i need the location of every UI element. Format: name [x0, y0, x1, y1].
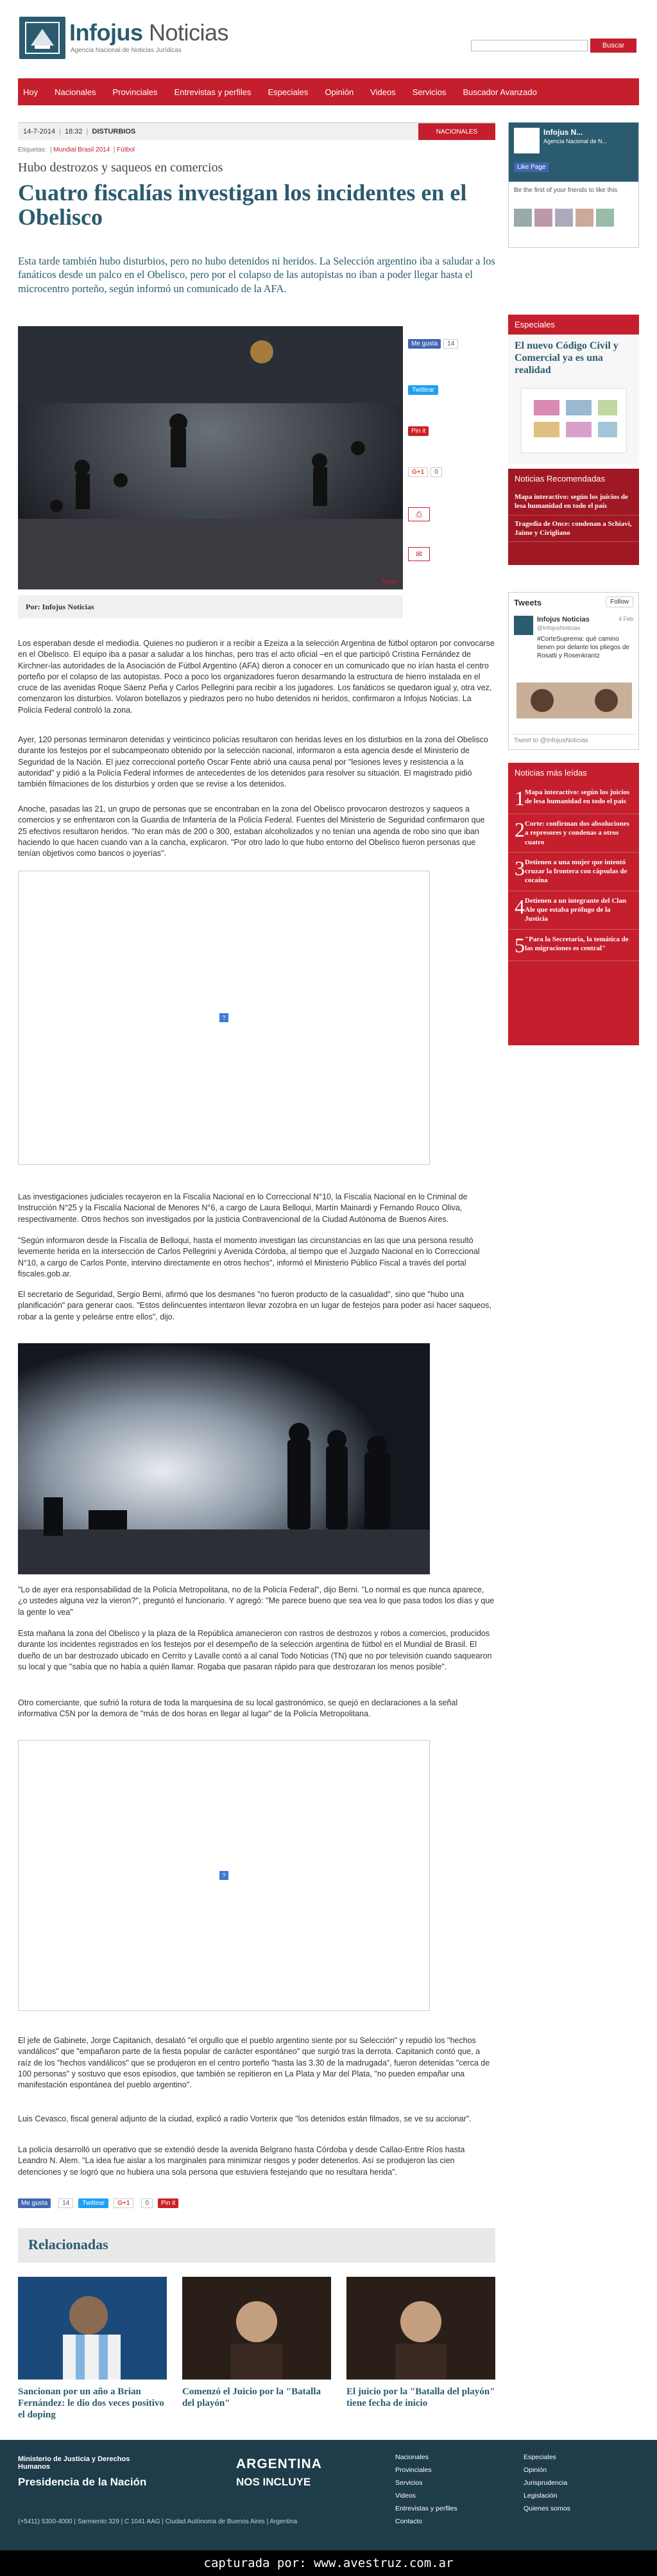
tweets-heading: Tweets [514, 598, 542, 607]
article-time: 18:32 [65, 128, 83, 135]
most-read-item[interactable]: 2 Corte: confirman dos absoluciones a represores y condenas a otros cuatro [508, 814, 639, 853]
share-bar-bottom [18, 2198, 178, 2208]
nav-item-opinion[interactable]: Opinión [325, 87, 354, 97]
most-read-box [508, 763, 639, 1045]
paragraph-5: "Según informaron desde la Fiscalía de Belloqui, hasta el momento investigan las circunstancias en las que una persona resultó levemente herida en la intersección de Carlos Pellegrini y Avenida Córdoba, al tiempo que el Juzgado Nacional en lo Correccional N°10, a cargo de Carlos Ponte, intervino directamente en otros hechos", informó el Ministerio Público Fiscal a través del portal fiscales.gob.ar. [18, 1236, 480, 1278]
tweet-user[interactable]: Infojus Noticias [537, 616, 590, 623]
related-title[interactable]: Comenzó el Juicio por la "Batalla del playón" [182, 2387, 321, 2408]
paragraph-4: Las investigaciones judiciales recayeron en la Fiscalía Nacional en lo Correccional N°10, la Fiscalía Nacional en lo Criminal de Instrucción N°25 y la Fiscalía Nacional de Menores N°6, a cargo de Laura Belloqui, Martín Mainardi y Fernando Rouco Oliva, respectivamente. Otros hechos son investigados por la justicia Contravencional de la Ciudad Autónoma de Buenos Aires. [18, 1192, 468, 1224]
nav-item-buscador[interactable]: Buscador Avanzado [463, 87, 537, 97]
recomendadas-heading: Noticias Recomendadas [508, 469, 639, 489]
google-plus-button[interactable]: G+1 [114, 2198, 133, 2208]
related-image[interactable] [182, 2277, 331, 2380]
search-input[interactable] [471, 40, 588, 51]
video-embed[interactable] [18, 871, 430, 1165]
facebook-like-button[interactable]: Me gusta [408, 339, 441, 349]
email-icon[interactable]: ✉ [408, 547, 430, 561]
nav-item-nacionales[interactable]: Nacionales [55, 87, 96, 97]
recomendada-item[interactable]: Tragedia de Once: condenan a Schiavi, Jaime y Cirigliano [508, 516, 639, 543]
paragraph-3: Anoche, pasadas las 21, un grupo de personas que se encontraban en la zona del Obelisco provocaron destrozos y saqueos a comercios y se enfrentaron con la Guardia de Infantería de la Policía Federal. Fuentes del Ministerio de Seguridad confirmaron que 25 efectivos resultaron heridos. "No eran más de 200 o 300, estaban alcoholizados y no tenían una agenda de robo sino que iban haciendo lo que hacen cuando van a la cancha, explicaron. "Por otro lado lo que hubo entorno del Obelisco fueron personas que tenían objetivos como bancos o joyerías". [18, 805, 485, 858]
paragraph-9: Otro comerciante, que sufrió la rotura de toda la marquesina de su local gastronómico, se quejó en declaraciones a la señal informativa C5N por la demora de "más de dos horas en llegar al lugar" de la Policía Metropolitana. [18, 1698, 458, 1719]
footer-link[interactable]: Contacto [395, 2517, 423, 2525]
paragraph-2: Ayer, 120 personas terminaron detenidas y veinticinco policías resultaron con heridas leves en los disturbios en la zona del Obelisco durante los festejos por el subcampeonato obtenido por la selección nacional, informaron a esta agencia desde el Ministerio de Seguridad de la Nación. El juez correccional porteño Oscar Fente abrió una causa penal por "lesiones leves y resistencia a la autoridad" y pidió a la Policía Federal informes de antecedentes de los detenidos para resolver su situación. El magistrado pidió también filmaciones de los disturbios y orden que se revise a los detenidos. [18, 735, 488, 788]
tags-label: Etiquetas: [18, 146, 47, 153]
facebook-like-count: 14 [443, 339, 458, 349]
related-title[interactable]: El juicio por la "Batalla del playón" tiene fecha de inicio [346, 2387, 495, 2408]
capture-credit: capturada por: www.avestruz.com.ar [0, 2550, 657, 2576]
related-heading: Relacionadas [18, 2228, 495, 2263]
tweet-text: #CorteSuprema: qué camino tienen por delante los pliegos de Rosatti y Rosenkrantz [537, 636, 629, 659]
especiales-heading: Especiales [508, 315, 639, 335]
most-read-item[interactable]: 1 Mapa interactivo: según los juicios de lesa humanidad en todo el país [508, 783, 639, 814]
article-photo-2 [18, 1343, 430, 1574]
paragraph-8: Esta mañana la zona del Obelisco y la plaza de la República amanecieron con rastros de destrozos y robos a comercios, producidos durante los incidentes registrados en los festejos por el desempeño de la selección argentina de fútbol en el Mundial de Brasil. El dueño de un bar destrozado ubicado en Cerrito y Lavalle contó a al canal Todo Noticias (TN) que no por televisión cuando saquearon su local y que "sabía que no había a quién llamar. Rogaba que pasaran rápido para que destrozaran los menos posible". [18, 1629, 492, 1671]
article-date: 14-7-2014 [23, 128, 56, 135]
article-category[interactable]: DISTURBIOS [92, 128, 136, 135]
footer-link[interactable]: Opinión [524, 2466, 547, 2474]
article-kicker: Hubo destrozos y saqueos en comercios [18, 161, 223, 175]
pinterest-button[interactable]: Pin it [158, 2198, 178, 2208]
footer-presidency[interactable]: Presidencia de la Nación [18, 2476, 147, 2488]
site-subtitle: Agencia Nacional de Noticias Jurídicas [71, 47, 182, 54]
twitter-share-button[interactable]: Twittear [78, 2198, 108, 2208]
photo-credit: Telam [380, 579, 398, 586]
footer-link[interactable]: Videos [395, 2491, 416, 2500]
main-nav [18, 78, 639, 105]
related-image[interactable] [346, 2277, 495, 2380]
article-meta: 14-7-2014 | 18:32 | DISTURBIOS [18, 122, 495, 140]
article-lead: Esta tarde también hubo disturbios, pero no hubo detenidos ni heridos. La Selección argentino iba a saludar a los fanáticos desde un palco en el Obelisco, pero por el colapso de las autopistas no iban a poder llegar hasta el microcentro porteño, según informó un comunicado de la AFA. [18, 255, 495, 295]
google-plus-count: 0 [141, 2198, 153, 2208]
related-card[interactable] [18, 2277, 167, 2421]
article-headline: Cuatro fiscalías investigan los incidentes en el Obelisco [18, 180, 467, 230]
tag-link[interactable]: Fútbol [117, 146, 135, 153]
nav-item-provinciales[interactable]: Provinciales [112, 87, 158, 97]
nav-item-entrevistas[interactable]: Entrevistas y perfiles [174, 87, 252, 97]
plugin-placeholder-icon: ? [219, 1013, 228, 1022]
recomendada-item[interactable]: Mapa interactivo: según los juicios de lesa humanidad en todo el país [508, 489, 639, 516]
google-plus-count: 0 [431, 467, 442, 477]
footer-link[interactable]: Nacionales [395, 2453, 429, 2461]
footer-ministry[interactable]: Ministerio de Justicia y Derechos Humanos [18, 2455, 130, 2471]
facebook-page-widget[interactable] [508, 122, 639, 248]
pinterest-button[interactable]: Pin it [408, 426, 429, 436]
footer-links-a [395, 2451, 457, 2528]
nav-item-servicios[interactable]: Servicios [412, 87, 447, 97]
footer-link[interactable]: Servicios [395, 2478, 423, 2487]
tag-link[interactable]: Mundial Brasil 2014 [53, 146, 110, 153]
byline: Por: Infojus Noticias [18, 595, 403, 618]
twitter-share-button[interactable]: Twittear [408, 385, 438, 395]
footer-link[interactable]: Provinciales [395, 2466, 432, 2474]
footer-link[interactable]: Legislación [524, 2491, 558, 2500]
search-button[interactable]: Buscar [590, 39, 636, 53]
footer-slogan: NOS INCLUYE [236, 2476, 311, 2488]
footer-address: (+5411) 5300-4000 | Sarmiento 329 | C 1041 AAG | Ciudad Autónoma de Buenos Aires | Argentina [18, 2518, 298, 2525]
footer [0, 2440, 657, 2550]
especiales-box[interactable] [508, 315, 639, 464]
most-read-item[interactable]: 3 Detienen a una mujer que intentó cruzar la frontera con cápsulas de cocaína [508, 853, 639, 891]
footer-links-b [524, 2451, 570, 2516]
related-card[interactable] [346, 2277, 495, 2409]
nav-item-especiales[interactable]: Especiales [268, 87, 309, 97]
footer-link[interactable]: Entrevistas y perfiles [395, 2504, 457, 2512]
site-title[interactable]: Infojus Noticias [69, 19, 229, 46]
fb-like-page-button[interactable]: Like Page [514, 162, 549, 172]
fb-friends-text: Be the first of your friends to like this [514, 187, 618, 194]
article-photo [18, 326, 403, 589]
footer-country: ARGENTINA [236, 2457, 322, 2471]
print-icon[interactable]: ⎙ [408, 507, 430, 521]
plugin-placeholder-icon: ? [219, 1871, 228, 1880]
footer-link[interactable]: Quienes somos [524, 2504, 570, 2512]
tweet-handle[interactable]: @InfojusNoticias [537, 625, 581, 631]
paragraph-10: El jefe de Gabinete, Jorge Capitanich, desalató "el orgullo que el pueblo argentino siente por su Selección" y repudió los "hechos vandálicos" que "empañaron parte de la fiesta popular de carácter espontáneo" que surgió tras la derrota. Capitanich contó que, a raíz de los "hechos vandálicos" que se produjeron en el centro porteño "hasta las 3.30 de la madrugada", fueron detenidas "cerca de 100 personas" y sostuvo que esos episodios, que también se repitieron en La Plata y Mar del Plata, "no pueden empañar una manifestación espontánea del pueblo argentino". [18, 2036, 490, 2089]
logo-icon[interactable] [19, 17, 65, 59]
related-image[interactable] [18, 2277, 167, 2380]
related-title[interactable]: Sancionan por un año a Brian Fernández: le dio dos veces positivo el doping [18, 2387, 164, 2420]
most-read-item[interactable]: 4 Detienen a un integrante del Clan Ale que estaba prófugo de la Justicia [508, 891, 639, 930]
paragraph-7: "Lo de ayer era responsabilidad de la Policía Metropolitana, no de la Policía Federal", dijo Berni. "Lo normal es que nunca aparece, ¿o ustedes alguna vez la vieron?", preguntó el funcionario. Y agregó: "Me parece bueno que sea vea lo que pasa todos los días y que la gente lo vea" [18, 1585, 495, 1617]
recomendadas-box [508, 469, 639, 565]
fb-page-name[interactable]: Infojus N... [543, 128, 583, 137]
footer-link[interactable]: Jurisprudencia [524, 2478, 568, 2487]
related-card[interactable] [182, 2277, 331, 2409]
footer-link[interactable]: Especiales [524, 2453, 556, 2461]
video-embed-2[interactable] [18, 1740, 430, 2011]
nav-item-videos[interactable]: Videos [370, 87, 396, 97]
tags: Etiquetas: | Mundial Brasil 2014 | Fútbol [18, 146, 135, 153]
twitter-follow-button[interactable]: Follow [606, 596, 633, 607]
google-plus-button[interactable]: G+1 [408, 467, 428, 477]
facebook-like-count: 14 [58, 2198, 73, 2208]
most-read-heading: Noticias más leídas [508, 763, 639, 783]
tweet-date: 4 Feb [618, 616, 633, 622]
especiales-title[interactable]: El nuevo Código Civil y Comercial ya es una realidad [515, 340, 619, 376]
paragraph-6: El secretario de Seguridad, Sergio Berni, afirmó que los desmanes "no fueron producto de la casualidad", sino que "hubo una planificación" para generar caos. "Estos delincuentes intentaron llevar zozobra en un lugar de festejos para poder así hacer saqueos, robar a la gente y peleárse entre ellos", dijo. [18, 1290, 491, 1321]
paragraph-12: La policía desarrolló un operativo que se extendió desde la avenida Belgrano hasta Córdoba y desde Callao-Entre Ríos hasta Leandro N. Alem. "La idea fue aislar a los marginales para minimizar riesgos y poder detenerlos. Así se produjeron las cien detenciones y se logró que no hubiera una sola persona que estuviera festejando que no resultara herida". [18, 2145, 465, 2177]
paragraph-1: Los esperaban desde el mediodía. Quienes no pudieron ir a recibir a Ezeiza a la selección Argentina de fútbol optaron por convocarse en el Obelisco. El equipo iba a pasar a saludar a los hinchas, pero tras el acto oficial –en el que participó Cristina Fernández de Kirchner-las autoridades de la Asociación de Fútbol Argentino (AFA) dieron a conocer en un comunicado que no irían hasta el centro porteño por el colapso de las autopistas. Poco a poco los organizadores fueron desarmando la estructura de hierro instalada en el cruce de las avenidas Roque Sáenz Peña y Carlos Pellegrini para recibir a los jugadores. Los fanáticos se quedaron igual y, otra vez, comenzaron los disturbios. Volaron botellazos y piedrazos pero no hubo detenidos ni heridos, confirmaron a Infojus Noticias. La Policía Federal controló la zona. [18, 639, 495, 715]
paragraph-11: Luis Cevasco, fiscal general adjunto de la ciudad, explicó a radio Vorterix que "los detenidos están filmados, se ve su accionar". [18, 2114, 472, 2123]
nav-item-hoy[interactable]: Hoy [23, 87, 38, 97]
most-read-item[interactable]: 5 "Para la Secretaria, la temática de las migraciones es central" [508, 930, 639, 961]
tweet-input[interactable]: Tweet to @InfojusNoticias [511, 734, 636, 747]
facebook-like-button[interactable]: Me gusta [18, 2198, 51, 2208]
fb-page-sub: Agencia Nacional de N... [543, 138, 608, 144]
twitter-widget[interactable] [508, 592, 639, 750]
section-badge[interactable]: NACIONALES [418, 123, 495, 140]
